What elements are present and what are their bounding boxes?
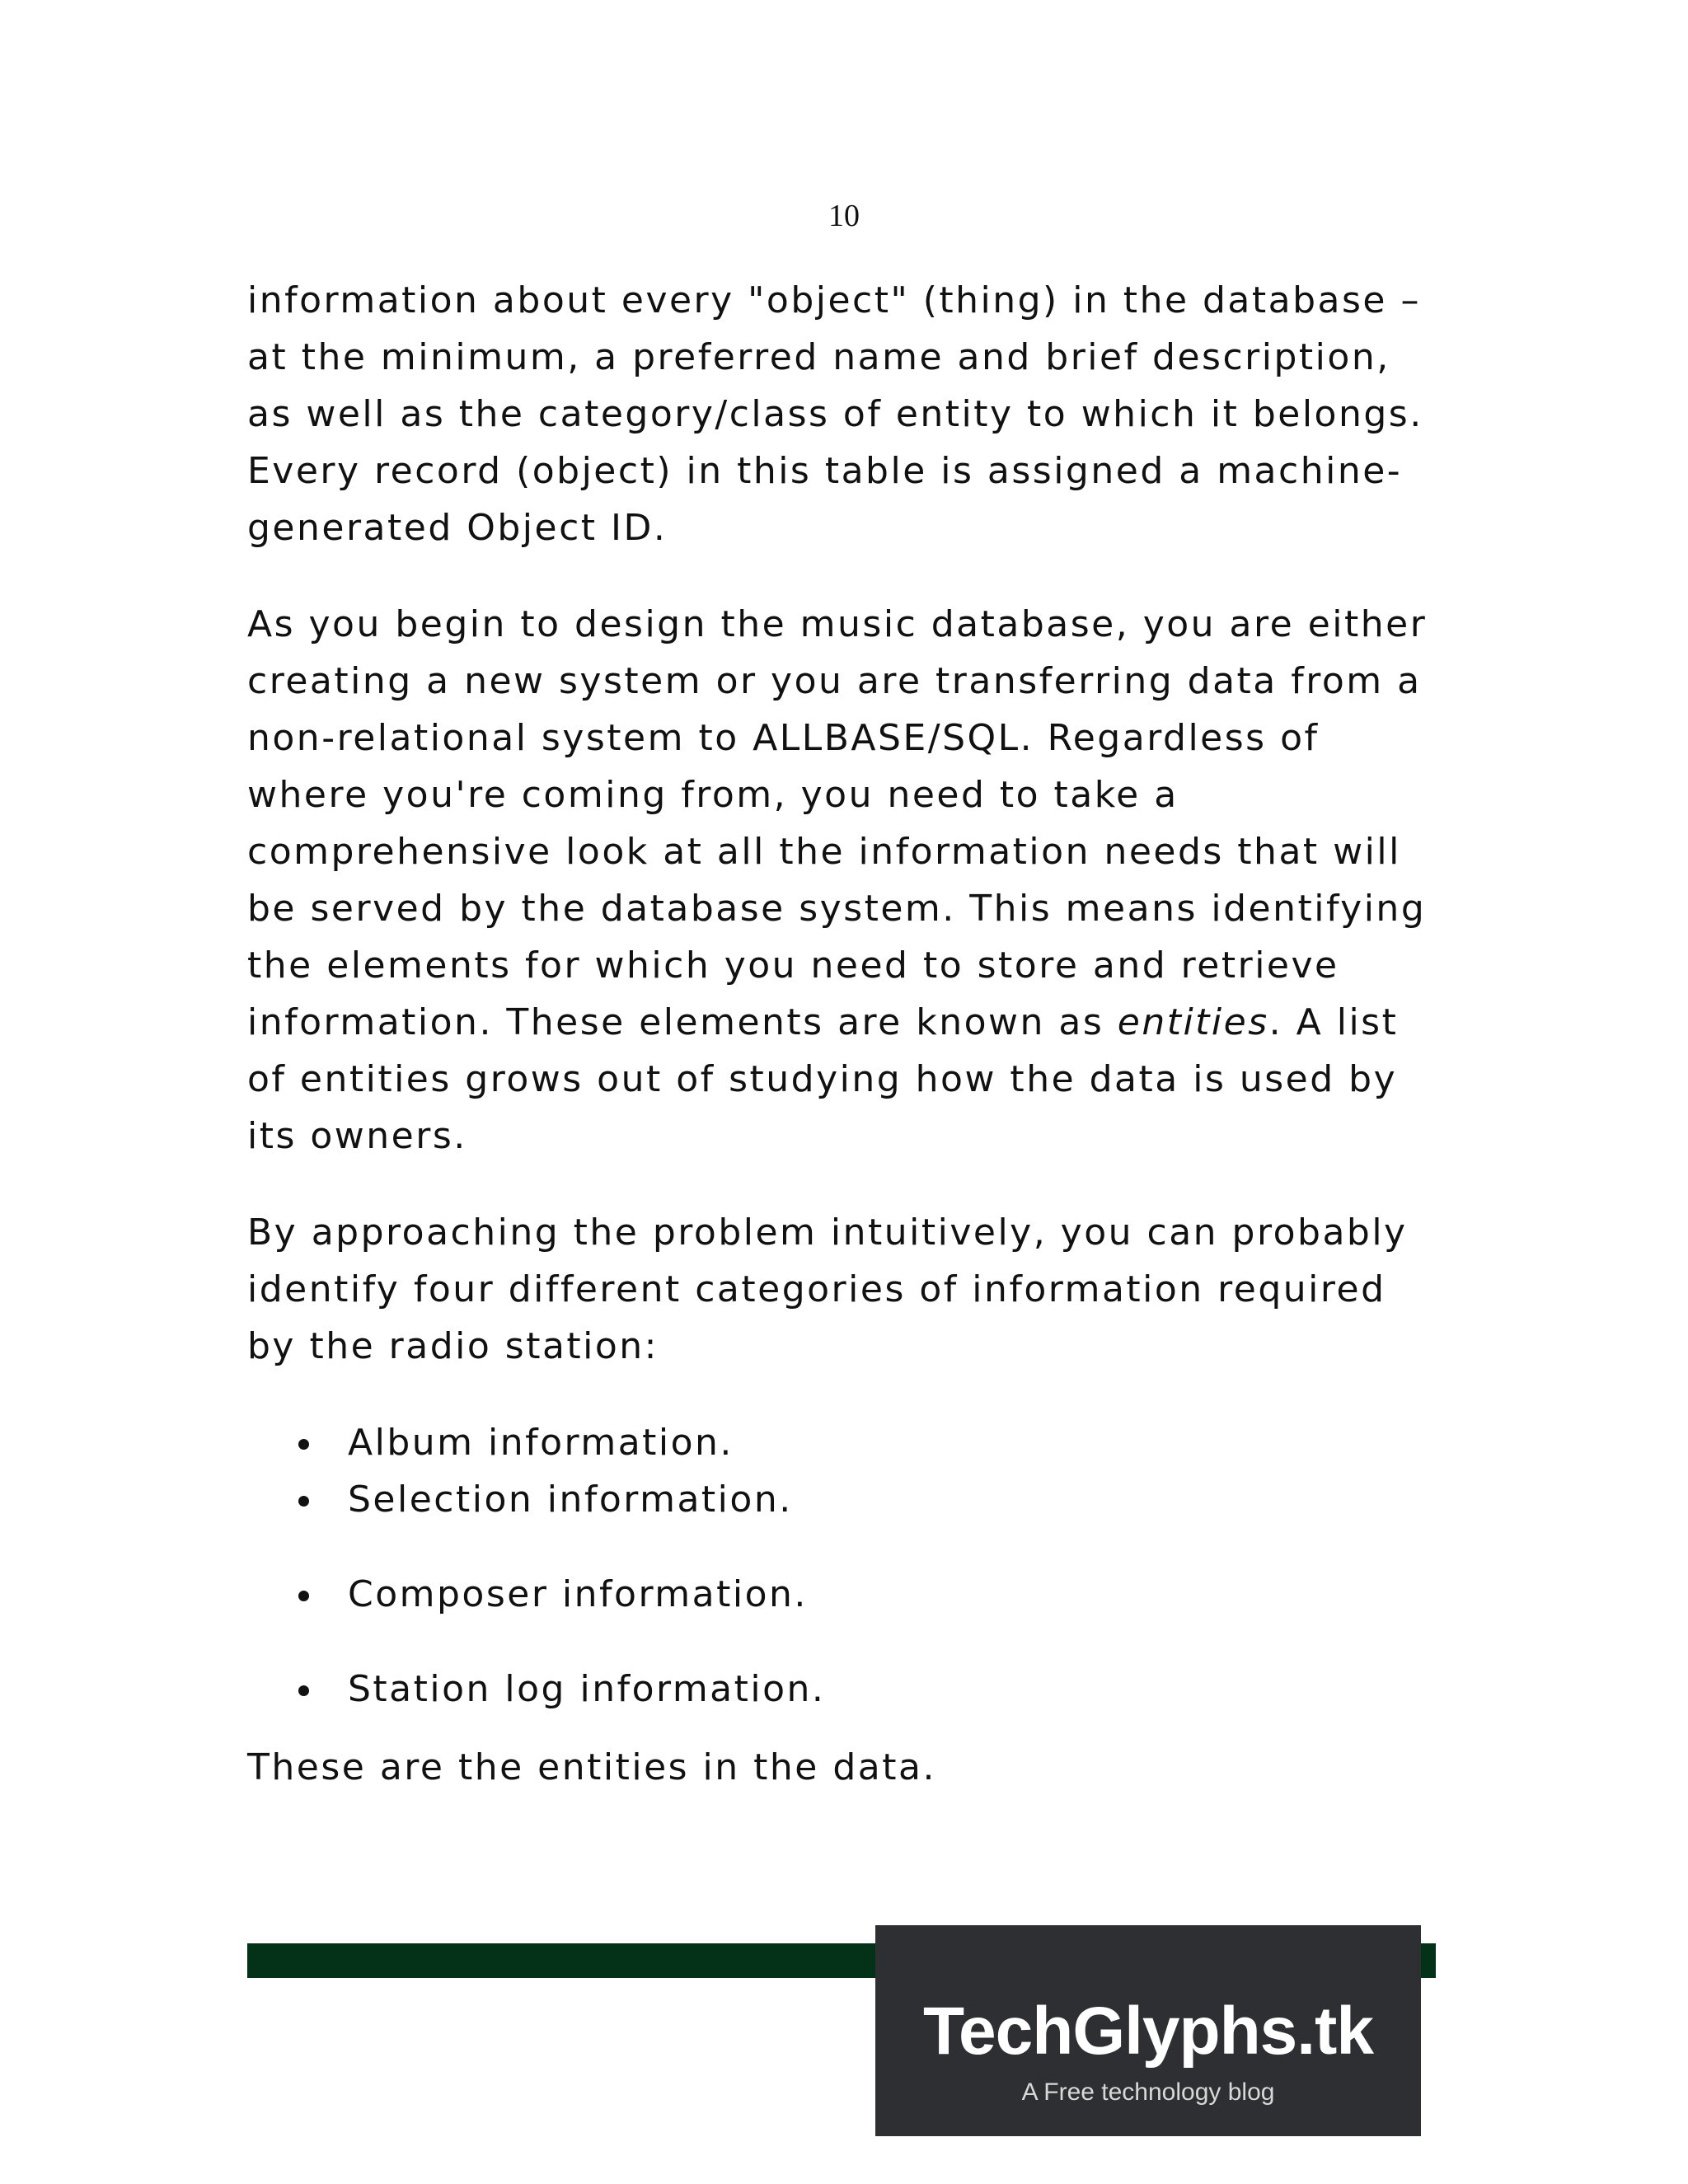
techglyphs-logo <box>875 1925 1421 2136</box>
bullet-icon <box>298 1439 309 1450</box>
emphasis-entities: entities <box>1117 1001 1269 1043</box>
paragraph-object-info: information about every "object" (thing) in the database – at the minimum, a preferred name and brief description, as well as the category/class of entity to which it belongs. Every record (object) in this table is assigned a machine-generated Object ID. <box>247 279 1423 549</box>
list-item-label: Composer information. <box>348 1573 808 1615</box>
paragraph-design-text-end: . A list of entities grows out of studying how the data is used by its owners. <box>247 1001 1399 1157</box>
paragraph-design-database <box>247 596 1442 1165</box>
bullet-icon <box>298 1496 309 1507</box>
logo-tagline: A Free technology blog <box>1021 2079 1275 2106</box>
paragraph-categories: By approaching the problem intuitively, you can probably identify four different categories of information required by the radio station: <box>247 1212 1408 1367</box>
paragraph-design-text-start: As you begin to design the music database, you are either creating a new system or you are transferring data from a non-relational system to ALLBASE/SQL. Regardless of where you're coming from, you need to take a comprehensive look at all the information needs that will be served by the database system. This means identifying the elements for which you need to store and retrieve information. These elements are known as <box>247 603 1428 1043</box>
list-item-label: Selection information. <box>348 1479 793 1521</box>
paragraph-closing: These are the entities in the data. <box>247 1746 936 1788</box>
list-item-label: Station log information. <box>348 1668 826 1710</box>
entity-list <box>247 1414 1442 1718</box>
page-number: 10 <box>828 199 860 233</box>
list-item-album <box>247 1414 1442 1471</box>
page-body <box>247 272 1442 1835</box>
bullet-icon <box>298 1685 309 1696</box>
list-item-selection <box>247 1471 1442 1528</box>
list-item-station-log <box>247 1661 1442 1718</box>
logo-title: TechGlyphs.tk <box>923 1994 1373 2069</box>
bullet-icon <box>298 1591 309 1601</box>
list-item-label: Album information. <box>348 1422 734 1464</box>
list-item-composer <box>247 1566 1442 1623</box>
